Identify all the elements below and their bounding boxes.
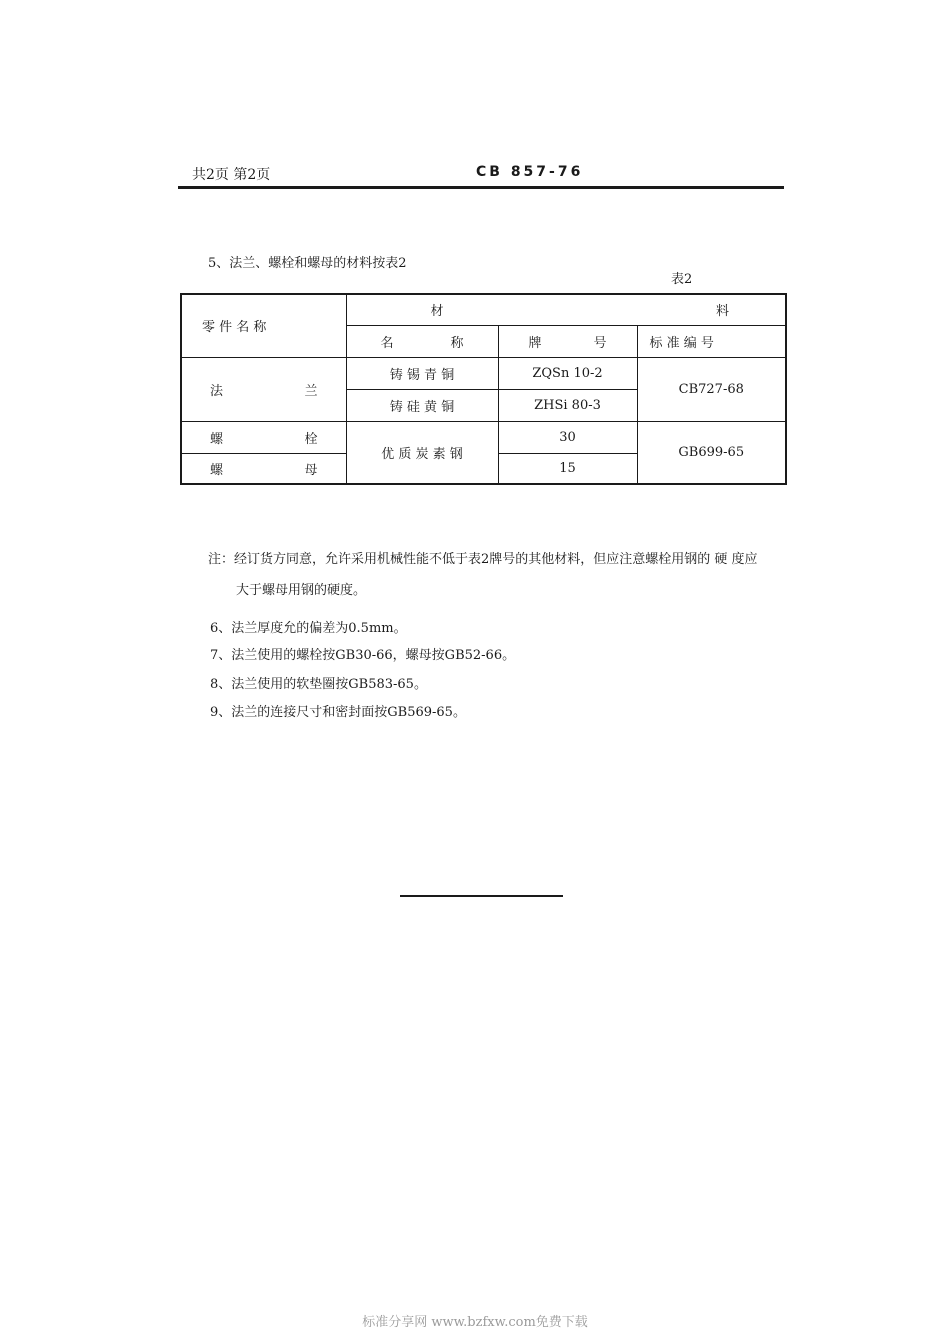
bolt-grade: 30 xyxy=(498,421,637,453)
flange-standard: CB727-68 xyxy=(637,357,786,421)
material-header: 材 料 xyxy=(346,294,786,325)
header-rule xyxy=(178,186,784,189)
materials-table xyxy=(180,293,785,483)
nut-cell: 螺 母 xyxy=(181,453,346,484)
table-caption: 表2 xyxy=(671,272,693,287)
grade-header: 牌 号 xyxy=(498,325,637,357)
section-7: 7、法兰使用的螺栓按GB30-66，螺母按GB52-66。 xyxy=(210,648,516,663)
standard-header: 标 准 编 号 xyxy=(637,325,786,357)
part-name-header: 零 件 名 称 xyxy=(181,294,346,357)
flange-cell: 法 兰 xyxy=(181,357,346,421)
end-rule xyxy=(400,895,563,897)
section-9: 9、法兰的连接尺寸和密封面按GB569-65。 xyxy=(210,705,466,720)
section-5: 5、法兰、螺栓和螺母的材料按表2 xyxy=(208,256,407,271)
name-header: 名 称 xyxy=(346,325,498,357)
flange-material-2-name: 铸 硅 黄 铜 xyxy=(346,389,498,421)
flange-material-2-grade: ZHSi 80-3 xyxy=(498,389,637,421)
note-line-2: 大于螺母用钢的硬度。 xyxy=(236,583,367,598)
section-6: 6、法兰厚度允的偏差为0.5mm。 xyxy=(210,621,407,636)
standard-code: CB 857-76 xyxy=(476,164,584,180)
steel-material-name: 优 质 炭 素 钢 xyxy=(346,421,498,484)
flange-material-1-grade: ZQSn 10-2 xyxy=(498,357,637,389)
note-line-1: 注：经订货方同意，允许采用机械性能不低于表2牌号的其他材料，但应注意螺栓用钢的 硬 度应 xyxy=(208,552,758,567)
bolt-cell: 螺 栓 xyxy=(181,421,346,453)
nut-grade: 15 xyxy=(498,453,637,484)
section-8: 8、法兰使用的软垫圈按GB583-65。 xyxy=(210,677,427,692)
footer-watermark: 标准分享网 www.bzfxw.com免费下载 xyxy=(362,1315,588,1330)
steel-standard: GB699-65 xyxy=(637,421,786,484)
flange-material-1-name: 铸 锡 青 铜 xyxy=(346,357,498,389)
page-info: 共2页 第2页 xyxy=(192,167,271,183)
